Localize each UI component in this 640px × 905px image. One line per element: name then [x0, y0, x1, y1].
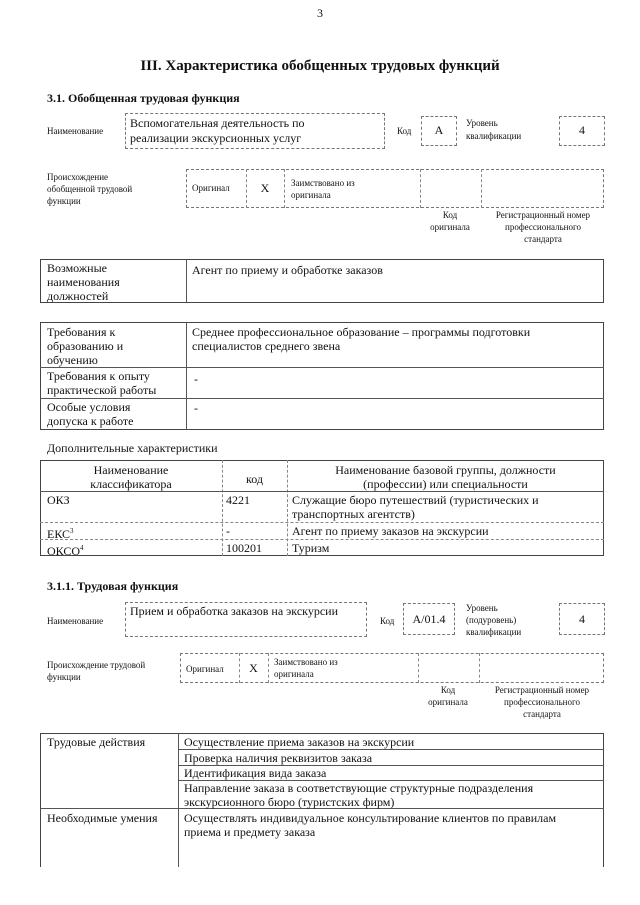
tf-origin-label-1: Происхождение трудовой: [47, 660, 146, 670]
row-classifier: ЕКС: [47, 527, 71, 541]
tf-level-label-2: (подуровень): [466, 615, 517, 625]
edu-value-1: Среднее профессиональное образование – программы подготовки: [192, 325, 531, 339]
exp-label-1: Требования к опыту: [47, 369, 150, 383]
gtf-code-caption-2: оригинала: [430, 222, 470, 232]
gtf-level-label-1: Уровень: [466, 118, 498, 128]
tf-code-value: A/01.4: [412, 612, 446, 626]
gtf-original-mark: X: [260, 181, 270, 195]
tf-level-value: 4: [579, 612, 585, 626]
row-code: 100201: [226, 541, 262, 555]
positions-value: Агент по приему и обработке заказов: [192, 263, 383, 277]
extra-col1-2: классификатора: [90, 477, 172, 491]
extra-col3-1: Наименование базовой группы, должности: [335, 463, 556, 477]
tf-name-label: Наименование: [47, 616, 104, 626]
tf-original-mark: X: [249, 661, 258, 675]
positions-label-2: наименования: [47, 275, 120, 289]
tf-name-value: Прием и обработка заказов на экскурсии: [130, 604, 338, 618]
row-footnote: 3: [70, 527, 74, 535]
gtf-origin-label-2: обобщенной трудовой: [47, 184, 133, 194]
tf-code-label: Код: [380, 616, 395, 626]
extra-heading: Дополнительные характеристики: [47, 441, 218, 455]
tf-level-label-3: квалификации: [466, 627, 522, 637]
gtf-code-value: А: [434, 123, 444, 137]
tf-level-label-1: Уровень: [466, 603, 498, 613]
extra-col2: код: [246, 472, 263, 486]
edu-label-2: образованию и: [47, 339, 124, 353]
gtf-reg-caption-2: профессионального: [505, 222, 581, 232]
page-number: 3: [317, 6, 323, 20]
tf-borrowed-1: Заимствовано из: [274, 657, 338, 667]
gtf-heading: 3.1. Обобщенная трудовая функция: [47, 91, 240, 105]
gtf-level-value: 4: [579, 123, 585, 137]
gtf-borrowed-1: Заимствовано из: [291, 178, 355, 188]
action-4-line-2: экскурсионного бюро (туристских фирм): [184, 795, 395, 809]
actions-label: Трудовые действия: [47, 735, 146, 749]
row-desc-2: транспортных агентств): [292, 507, 415, 521]
row-code: 4221: [226, 493, 250, 507]
gtf-name-value-2: реализации экскурсионных услуг: [130, 131, 302, 145]
gtf-level-label-2: квалификации: [466, 131, 522, 141]
cond-value: -: [194, 401, 198, 415]
cond-label-2: допуска к работе: [47, 414, 134, 428]
gtf-name-label: Наименование: [47, 126, 104, 136]
gtf-reg-caption-1: Регистрационный номер: [495, 210, 591, 220]
cond-label-1: Особые условия: [47, 400, 131, 414]
positions-label-3: должностей: [47, 289, 109, 303]
table-row: [47, 541, 84, 558]
skills-label: Необходимые умения: [47, 811, 158, 825]
edu-label-3: обучению: [47, 353, 98, 367]
tf-borrowed-2: оригинала: [274, 669, 314, 679]
tf-original-label: Оригинал: [186, 664, 224, 674]
exp-value: -: [194, 372, 198, 386]
gtf-original-label: Оригинал: [192, 183, 230, 193]
edu-label-1: Требования к: [47, 325, 116, 339]
tf-code-caption-1: Код: [440, 685, 456, 695]
row-classifier: ОКСО: [47, 544, 81, 558]
gtf-origin-label-1: Происхождение: [47, 172, 109, 182]
tf-reg-caption-2: профессионального: [504, 697, 580, 707]
positions-label-1: Возможные: [47, 261, 107, 275]
gtf-name-value-1: Вспомогательная деятельность по: [130, 116, 305, 130]
action-4-line-1: Направление заказа в соответствующие структурные подразделения: [184, 781, 534, 795]
gtf-code-caption-1: Код: [442, 210, 458, 220]
table-row: [47, 524, 74, 541]
tf-reg-caption-3: стандарта: [523, 709, 561, 719]
list-item: Идентификация вида заказа: [184, 766, 327, 780]
exp-label-2: практической работы: [47, 383, 157, 397]
row-classifier: ОКЗ: [47, 493, 70, 507]
row-desc-1: Агент по приему заказов на экскурсии: [292, 524, 489, 538]
extra-col3-2: (профессии) или специальности: [363, 477, 528, 491]
row-code: -: [226, 524, 230, 538]
row-desc-1: Туризм: [292, 541, 330, 555]
gtf-origin-label-3: функции: [47, 196, 81, 206]
list-item: Осуществление приема заказов на экскурсии: [184, 735, 415, 749]
tf-heading: 3.1.1. Трудовая функция: [47, 579, 179, 593]
tf-origin-label-2: функции: [47, 672, 81, 682]
list-item: Проверка наличия реквизитов заказа: [184, 751, 373, 765]
table-row: [47, 493, 70, 507]
row-desc-1: Служащие бюро путешествий (туристических и: [292, 493, 539, 507]
tf-reg-caption-1: Регистрационный номер: [494, 685, 590, 695]
extra-col1-1: Наименование: [93, 463, 169, 477]
gtf-borrowed-2: оригинала: [291, 190, 331, 200]
tf-code-caption-2: оригинала: [428, 697, 468, 707]
gtf-code-label: Код: [397, 126, 412, 136]
gtf-reg-caption-3: стандарта: [524, 234, 562, 244]
skill-1-line-2: приема и предмету заказа: [184, 825, 316, 839]
skill-1-line-1: Осуществлять индивидуальное консультирование клиентов по правилам: [184, 811, 557, 825]
section-title: III. Характеристика обобщенных трудовых функций: [140, 58, 500, 74]
edu-value-2: специалистов среднего звена: [192, 339, 341, 353]
row-footnote: 4: [80, 544, 84, 552]
